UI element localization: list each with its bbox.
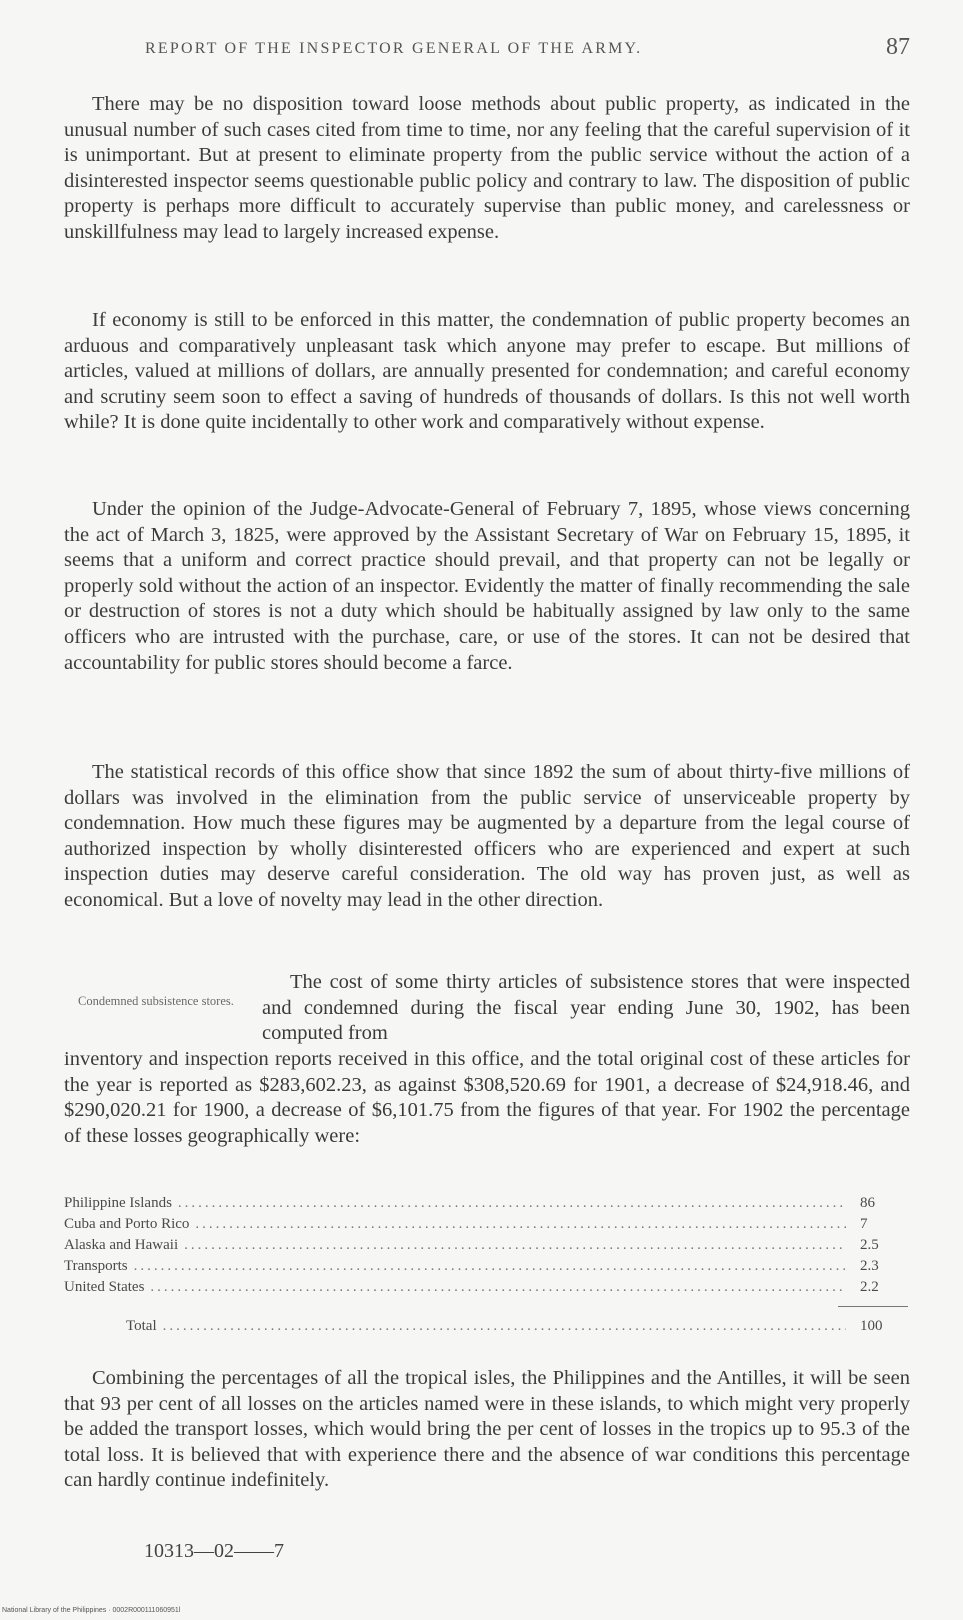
row-value: 7: [860, 1216, 868, 1232]
table-row: [64, 1258, 910, 1279]
leader-dots: [178, 1195, 846, 1212]
header-title: REPORT OF THE INSPECTOR GENERAL OF THE ARMY.: [145, 40, 643, 57]
paragraph-1: There may be no disposition toward loose methods about public property, as indicated in the unusual number of such cases cited from time to time, nor any feeling that the careful supervision of it is unimportant. But at present to eliminate property from the public service without the action of a disinterested inspector seems questionable public policy and contrary to law. The disposition of public property is perhaps more difficult to accurately supervise than public money, and carelessness or unskillfulness may lead to largely increased expense.: [64, 93, 910, 243]
scan-footer-note: National Library of the Philippines · 0002R000111060951l: [2, 1607, 181, 1614]
running-header: [145, 34, 910, 60]
leader-dots: [163, 1318, 846, 1335]
total-value: 100: [860, 1318, 883, 1334]
row-value: 2.3: [860, 1258, 879, 1274]
paragraph-4: The statistical records of this office show that since 1892 the sum of about thirty-five millions of dollars was involved in the elimination from the public service of unserviceable property by condemnation. How much these figures may be augmented by a departure from the legal course of authorized inspection by wholly disinterested officers who are experienced and expert at such inspection duties may deserve careful consideration. The old way has proven just, as well as economical. But a love of novelty may lead in the other direction.: [64, 761, 910, 911]
page-number: 87: [886, 34, 910, 60]
row-value: 2.5: [860, 1237, 879, 1253]
total-rule: [838, 1306, 908, 1307]
table-row: [64, 1279, 910, 1300]
row-value: 2.2: [860, 1279, 879, 1295]
row-label: Cuba and Porto Rico: [64, 1216, 190, 1232]
row-label: Transports: [64, 1258, 128, 1274]
row-label: Philippine Islands: [64, 1195, 172, 1211]
table-row: [64, 1216, 910, 1237]
signature-mark: 10313—02——7: [144, 1540, 284, 1562]
leader-dots: [195, 1216, 846, 1233]
leader-dots: [184, 1237, 846, 1254]
paragraph-2: If economy is still to be enforced in this matter, the condemnation of public property becomes an arduous and comparatively unpleasant task which anyone may prefer to escape. But millions of articles, valued at millions of dollars, are annually presented for condemnation; and careful economy and scrutiny seem soon to effect a saving of hundreds of thousands of dollars. Is this not well worth while? It is done quite incidentally to other work and comparatively without expense.: [64, 309, 910, 434]
paragraph-3: Under the opinion of the Judge-Advocate-General of February 7, 1895, whose views concerning the act of March 3, 1825, were approved by the Assistant Secretary of War on February 15, 1895, it seems that a uniform and correct practice should prevail, and that property can not be legally or properly sold without the action of an inspector. Evidently the matter of finally recommending the sale or destruction of stores is not a duty which should be habitually assigned by law only to the same officers who are intrusted with the purchase, care, or use of the stores. It can not be desired that accountability for public stores should become a farce.: [64, 498, 910, 674]
paragraph-5-continuation: inventory and inspection reports received in this office, and the total original cost of these articles for the year is reported as $283,602.23, as against $308,520.69 for 1901, a decrease of $24,918.46, and $290,020.21 for 1900, a decrease of $6,101.75 from the figures of that year. For 1902 the percentage of these losses geographically were:: [64, 1048, 910, 1147]
leader-dots: [134, 1258, 846, 1275]
table-total-row: [126, 1318, 910, 1339]
row-value: 86: [860, 1195, 875, 1211]
total-label: Total: [126, 1318, 157, 1334]
row-label: United States: [64, 1279, 145, 1295]
row-label: Alaska and Hawaii: [64, 1237, 179, 1253]
margin-sidenote: Condemned subsistence stores.: [78, 994, 234, 1008]
table-row: [64, 1237, 910, 1258]
table-row: [64, 1195, 910, 1216]
paragraph-5-first-lines: The cost of some thirty articles of subsistence stores that were inspected and condemned during the fiscal year ending June 30, 1902, has been computed from: [262, 971, 910, 1045]
closing-paragraph: Combining the percentages of all the tropical isles, the Philippines and the Antilles, it will be seen that 93 per cent of all losses on the articles named were in these islands, to which might very properly be added the transport losses, which would bring the per cent of losses in the tropics up to 95.3 of the total loss. It is believed that with experience there and the absence of war conditions this percentage can hardly continue indefinitely.: [64, 1367, 910, 1492]
leader-dots: [150, 1279, 846, 1296]
losses-table: [64, 1195, 910, 1300]
